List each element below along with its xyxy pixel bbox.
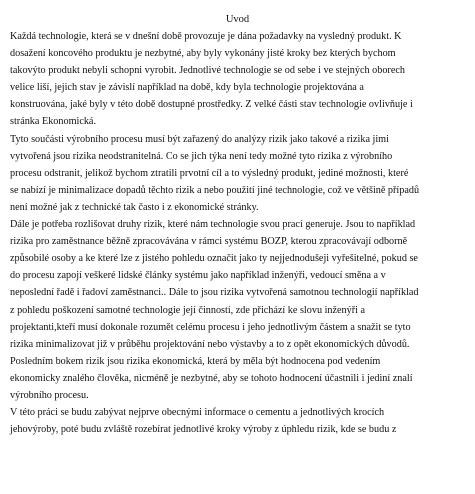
text-line: rizika minimalizovat již v průběhu projektování nebo výstavby a to z opět ekonomických důvodů.	[10, 338, 410, 350]
text-line: výrobního procesu.	[10, 389, 89, 401]
text-line: stránka Ekonomická.	[10, 116, 97, 128]
document-title: Uvod	[225, 14, 250, 25]
text-line: způsobilé osoby a ke které lze z jistého pohledu označit jako ty nejjednodušeji vyřešitelné, pokud se	[10, 253, 418, 265]
document-body	[10, 28, 470, 438]
text-line: konstruována, jaké byly v této době dostupné prostředky. Z velké části stav technologie ovlivňuje i	[10, 99, 413, 111]
text-line: není možné jak z technické tak často i z ekonomické stránky.	[10, 201, 259, 213]
text-line: velice liší, jejich stav je závislí například na době, kdy byla technologie projektována a	[10, 82, 364, 94]
text-line: dosažení koncového produktu je nezbytné, aby byly vykonány jisté kroky bez kterých bychom	[10, 48, 396, 60]
text-line: Posledním bokem rizik jsou rizika ekonomická, která by měla být hodnocena pod vedením	[10, 355, 381, 367]
text-line: takovýto produkt nebyli schopni vyrobit. Jednotlivé technologie se od sebe i ve stejných oborech	[10, 65, 405, 77]
text-line: rizika pro zaměstnance běžně zpracovávána v rámci systému BOZP, kterou zpracovávají odborně	[10, 236, 408, 248]
text-line: Dále je potřeba rozlišovat druhy rizik, které nám technologie svou prací generuje. Jsou to například	[10, 219, 416, 231]
text-line: V této práci se budu zabývat nejprve obecnými informace o cementu a jednotlivých krocích	[10, 407, 385, 419]
text-line: do procesu zapojí veškeré lidské články systému jako například inženýři, vedoucí směna a v	[10, 270, 386, 282]
text-line: z pohledu poškození samotné technologie její činností, zde přichází ke slovu inženýři a	[10, 304, 366, 316]
text-line: procesu odstranit, jelikož bychom ztratili prvotní cíl a to výsledný produkt, jediné možnosti, které	[10, 167, 409, 179]
text-line: Každá technologie, která se v dnešní době provozuje je dána požadavky na vysledný produkt. K	[10, 31, 402, 42]
text-line: Tyto součásti výrobního procesu musí být zařazený do analýzy rizik jako takové a rizika jimi	[10, 133, 389, 145]
text-line: vytvořená jsou rizika neodstranitelná. Co se jich týka není tedy možné tyto rizika z výrobního	[10, 150, 393, 162]
text-line: ekonomicky znalého člověka, nicméně je nezbytné, aby se tohoto hodnocení účastnili i jediní znalí	[10, 372, 413, 384]
text-line: projektanti,kteří musí dokonale rozumět celému procesu i jeho jednotlivým částem a snažit se tyto	[10, 321, 411, 333]
text-line: se nabízí je minimalizace dopadů těchto rizik a nebo použití jiné technologie, což ve většině případů	[10, 184, 420, 196]
text-line: jehovýroby, poté budu zvláště rozebírat jednotlivé kroky výroby z úphledu rizik, kde se budu z	[10, 424, 397, 436]
text-line: neposlední řadě i řadoví zaměstnanci.. Dále to jsou rizika vytvořená samotnou technologií například	[10, 287, 419, 299]
